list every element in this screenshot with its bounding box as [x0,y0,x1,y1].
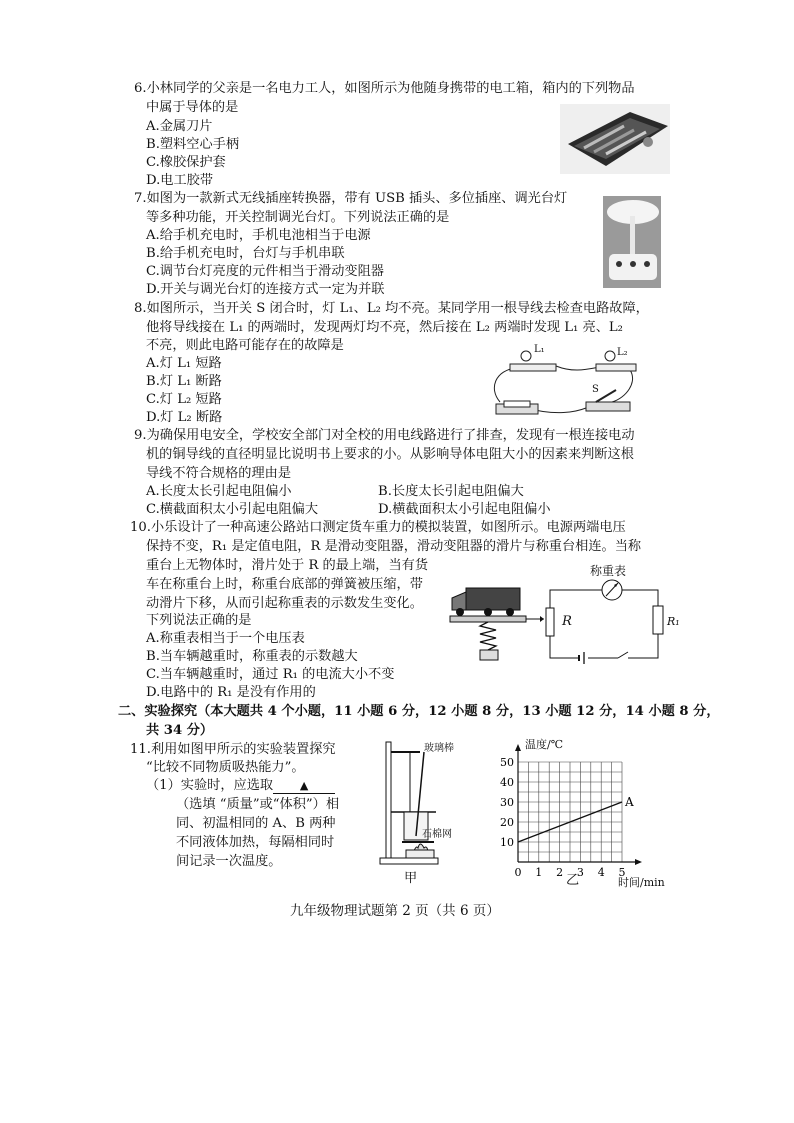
chart-x-axis-arrow [635,859,642,865]
q7-stem-1: 7.如图为一款新式无线插座转换器，带有 USB 插头、多位插座、调光台灯 [134,191,568,206]
chart-y-tick-label: 50 [500,756,514,769]
q11-stem-1: 11.利用如图甲所示的实验装置探究 [130,742,336,757]
q8-label-s: S [592,384,599,395]
q11-caption-a: 甲 [404,871,418,886]
q11-part1-4: 不同液体加热，每隔相同时 [176,835,335,850]
q7-option-a: A.给手机充电时，手机电池相当于电源 [146,228,371,243]
chart-x-tick-label: 1 [535,866,543,879]
q10-stem-3: 重台上无物体时，滑片处于 R 的最上端，当有货 [146,558,429,573]
q10-option-d: D.电路中的 R₁ 是没有作用的 [146,685,316,700]
q8-circuit-figure [486,340,636,420]
q9-option-b: B.长度太长引起电阻偏大 [378,484,524,499]
chart-series-label: A [625,795,634,809]
q10-label-r1: R₁ [667,615,680,628]
chart-x-tick-label: 4 [597,866,605,879]
q11-part1-1 [146,777,335,795]
q10-stem-2: 保持不变，R₁ 是定值电阻，R 是滑动变阻器，滑动变阻器的滑片与称重台相连。当称 [146,539,642,554]
q6-option-a: A.金属刀片 [146,119,213,134]
chart-y-axis-label: 温度/℃ [525,738,564,751]
q10-stem-6: 下列说法正确的是 [146,613,252,628]
q8-label-l1: L₁ [534,344,545,355]
q11-answer-blank: ▲ [273,779,335,794]
q11-label-rod: 玻璃棒 [424,743,454,754]
q6-stem-1: 6.小林同学的父亲是一名电力工人，如图所示为他随身携带的电工箱，箱内的下列物品 [134,81,635,96]
q11-part1-5: 间记录一次温度。 [176,854,282,869]
q8-option-a: A.灯 L₁ 短路 [146,356,222,371]
q11-stem-2: “比较不同物质吸热能力”。 [146,760,305,775]
q9-stem-2: 机的铜导线的直径明显比说明书上要求的小。从影响导体电阻大小的因素来判断这根 [146,447,634,462]
q6-option-b: B.塑料空心手柄 [146,137,240,152]
q10-option-a: A.称重表相当于一个电压表 [146,631,305,646]
q10-circuit-figure [448,578,664,668]
q6-option-d: D.电工胶带 [146,173,214,188]
q8-option-d: D.灯 L₂ 断路 [146,410,223,425]
chart-y-tick-label: 20 [500,816,514,829]
toolbox-photo [560,104,670,174]
q11-part1-text: （1）实验时，应选取 [146,778,274,793]
section2-heading-2: 共 34 分） [146,723,214,738]
chart-x-tick-label: 5 [618,866,626,879]
socket-converter-photo [603,196,661,288]
q9-stem-1: 9.为确保用电安全，学校安全部门对全校的用电线路进行了排查，发现有一根连接电动 [134,428,635,443]
q11-label-net: 石棉网 [422,829,452,840]
chart-x-axis-label: 时间/min [618,876,665,889]
q11-part1-3: 同、初温相同的 A、B 两种 [176,816,336,831]
q8-option-b: B.灯 L₁ 断路 [146,374,222,389]
q6-stem-2: 中属于导体的是 [146,100,239,115]
chart-y-tick-label: 30 [500,796,514,809]
chart-y-tick-label: 40 [500,776,514,789]
q7-stem-2: 等多种功能，开关控制调光台灯。下列说法正确的是 [146,210,450,225]
q9-option-a: A.长度太长引起电阻偏小 [146,484,292,499]
chart-x-tick-label: 3 [576,866,584,879]
chart-y-axis-arrow [515,744,521,751]
q9-option-c: C.横截面积太小引起电阻偏大 [146,502,319,517]
q11-part1-2: （选填 “质量”或“体积”）相 [176,797,340,812]
q10-option-b: B.当车辆越重时，称重表的示数越大 [146,649,358,664]
q7-option-c: C.调节台灯亮度的元件相当于滑动变阻器 [146,264,384,279]
chart-y-tick-label: 10 [500,836,514,849]
q10-stem-1: 10.小乐设计了一种高速公路站口测定货车重力的模拟装置，如图所示。电源两端电压 [130,520,626,535]
q8-label-l2: L₂ [617,347,628,358]
chart-x-tick-label: 0 [514,866,522,879]
q8-option-c: C.灯 L₂ 短路 [146,392,222,407]
section2-heading-1: 二、实验探究（本大题共 4 个小题，11 小题 6 分，12 小题 8 分，13 小题 12 分，14 小题 8 分， [118,704,720,719]
temperature-time-chart [490,740,680,890]
q6-option-c: C.橡胶保护套 [146,155,226,170]
page-footer: 九年级物理试题第 2 页（共 6 页） [290,903,500,919]
q9-option-d: D.横截面积太小引起电阻偏小 [378,502,551,517]
q10-stem-4: 车在称重台上时，称重台底部的弹簧被压缩，带 [146,577,423,592]
q10-label-meter: 称重表 [590,564,627,578]
q10-option-c: C.当车辆越重时，通过 R₁ 的电流大小不变 [146,667,395,682]
q8-stem-3: 不亮，则此电路可能存在的故障是 [146,338,344,353]
q8-stem-1: 8.如图所示，当开关 S 闭合时，灯 L₁、L₂ 均不亮。某同学用一根导线去检查电路故障， [134,301,649,316]
q7-option-b: B.给手机充电时，台灯与手机串联 [146,246,345,261]
chart-x-tick-label: 2 [556,866,564,879]
q10-label-r: R [562,614,572,629]
q7-option-d: D.开关与调光台灯的连接方式一定为并联 [146,282,385,297]
q10-stem-5: 动滑片下移，从而引起称重表的示数发生变化。 [146,596,423,611]
q8-stem-2: 他将导线接在 L₁ 的两端时，发现两灯均不亮，然后接在 L₂ 两端时发现 L₁ 亮、L₂ [146,320,623,335]
q11-caption-b: 乙 [566,873,580,888]
q9-stem-3: 导线不符合规格的理由是 [146,466,292,481]
